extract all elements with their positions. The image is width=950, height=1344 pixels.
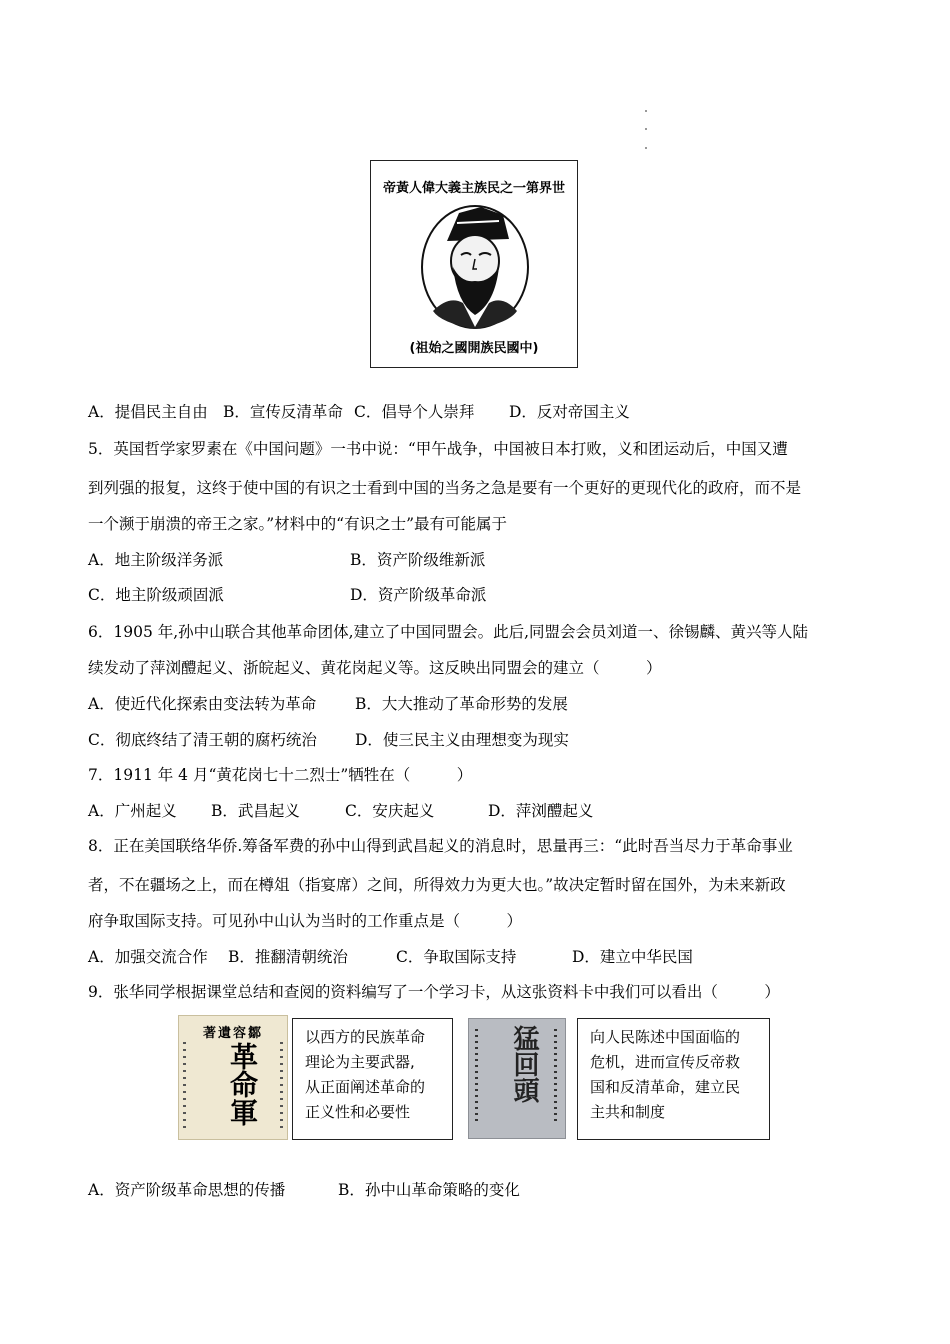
q7-option-a: A．广州起义 <box>88 802 177 820</box>
decorative-dot <box>645 110 647 112</box>
q9-stem-line-1: 9．张华同学根据课堂总结和查阅的资料编写了一个学习卡，从这张资料卡中我们可以看出（ ） <box>88 983 780 1001</box>
q6-stem-line-2: 续发动了萍浏醴起义、浙皖起义、黄花岗起义等。这反映出同盟会的建立（ ） <box>88 659 662 677</box>
card-right-line: 向人民陈述中国面临的 <box>590 1028 741 1046</box>
menghuitou-book-cover <box>468 1018 566 1139</box>
card-right-line: 危机，进而宣传反帝救 <box>590 1053 741 1071</box>
book-title-label: 革命軍 <box>226 1042 259 1126</box>
q5-option-d: D．资产阶级革命派 <box>350 586 487 604</box>
book-author-label: 著遺容鄒 <box>202 1026 263 1041</box>
q6-option-c: C．彻底终结了清王朝的腐朽统治 <box>88 731 317 749</box>
portrait-bottom-caption: (祖始之國開族民國中) <box>409 341 539 356</box>
huangdi-portrait-figure <box>370 160 578 368</box>
q5-stem-line-3: 一个濒于崩溃的帝王之家。”材料中的“有识之士”最有可能属于 <box>88 515 508 533</box>
q4-option-b: B．宣传反清革命 <box>223 403 343 421</box>
q7-option-c: C．安庆起义 <box>345 802 435 820</box>
q6-option-b: B．大大推动了革命形势的发展 <box>355 695 568 713</box>
portrait-top-caption: 帝黃人偉大義主族民之一第界世 <box>382 181 565 196</box>
decorative-text-column <box>280 1042 283 1132</box>
q6-option-a: A．使近代化探索由变法转为革命 <box>88 695 317 713</box>
book-title-label: 猛回頭 <box>509 1025 539 1103</box>
q5-option-c: C．地主阶级顽固派 <box>88 586 224 604</box>
decorative-dot <box>645 128 647 130</box>
q7-option-b: B．武昌起义 <box>211 802 300 820</box>
q4-option-d: D．反对帝国主义 <box>509 403 630 421</box>
card-left-line: 正义性和必要性 <box>305 1103 411 1121</box>
q5-stem-line-1: 5．英国哲学家罗素在《中国问题》一书中说：“甲午战争，中国被日本打败，义和团运动后，中国又遭 <box>88 440 788 458</box>
q7-option-d: D．萍浏醴起义 <box>488 802 594 820</box>
q6-option-d: D．使三民主义由理想变为现实 <box>355 731 569 749</box>
study-card-left-text <box>292 1018 453 1140</box>
q8-option-b: B．推翻清朝统治 <box>228 948 348 966</box>
q8-stem-line-3: 府争取国际支持。可见孙中山认为当时的工作重点是（ ） <box>88 912 523 930</box>
decorative-text-column <box>554 1029 557 1125</box>
q8-option-d: D．建立中华民国 <box>572 948 693 966</box>
decorative-text-column <box>475 1029 478 1125</box>
q4-option-c: C．倡导个人崇拜 <box>354 403 475 421</box>
q4-option-a: A．提倡民主自由 <box>88 403 208 421</box>
decorative-dot <box>645 147 647 149</box>
q7-stem-line-1: 7．1911 年 4 月“黄花岗七十二烈士”牺牲在（ ） <box>88 766 473 784</box>
q9-option-b: B．孙中山革命策略的变化 <box>338 1181 520 1199</box>
q5-stem-line-2: 到列强的报复，这终于使中国的有识之士看到中国的当务之急是要有一个更好的更现代化的政府，而不是 <box>88 479 802 497</box>
card-left-line: 从正面阐述革命的 <box>305 1078 426 1096</box>
card-left-line: 理论为主要武器, <box>305 1053 415 1071</box>
geming-jun-book-cover <box>178 1015 288 1140</box>
study-card-right-text <box>577 1018 770 1140</box>
card-right-line: 主共和制度 <box>590 1103 666 1121</box>
card-right-line: 国和反清革命，建立民 <box>590 1078 741 1096</box>
q8-option-c: C．争取国际支持 <box>396 948 517 966</box>
huangdi-portrait-image <box>419 203 531 331</box>
q6-stem-line-1: 6．1905 年,孙中山联合其他革命团体,建立了中国同盟会。此后,同盟会会员刘道一、徐锡麟、黄兴等人陆 <box>88 623 809 641</box>
decorative-text-column <box>183 1042 186 1132</box>
q8-option-a: A．加强交流合作 <box>88 948 208 966</box>
q5-option-a: A．地主阶级洋务派 <box>88 551 224 569</box>
q8-stem-line-2: 者，不在疆场之上，而在樽俎（指宴席）之间，所得效力为更大也。”故决定暂时留在国外，为未来新政 <box>88 876 786 894</box>
q5-option-b: B．资产阶级维新派 <box>350 551 486 569</box>
card-left-line: 以西方的民族革命 <box>305 1028 426 1046</box>
q8-stem-line-1: 8．正在美国联络华侨.筹备军费的孙中山得到武昌起义的消息时，思量再三：“此时吾当尽力于革命事业 <box>88 837 793 855</box>
q9-option-a: A．资产阶级革命思想的传播 <box>88 1181 286 1199</box>
